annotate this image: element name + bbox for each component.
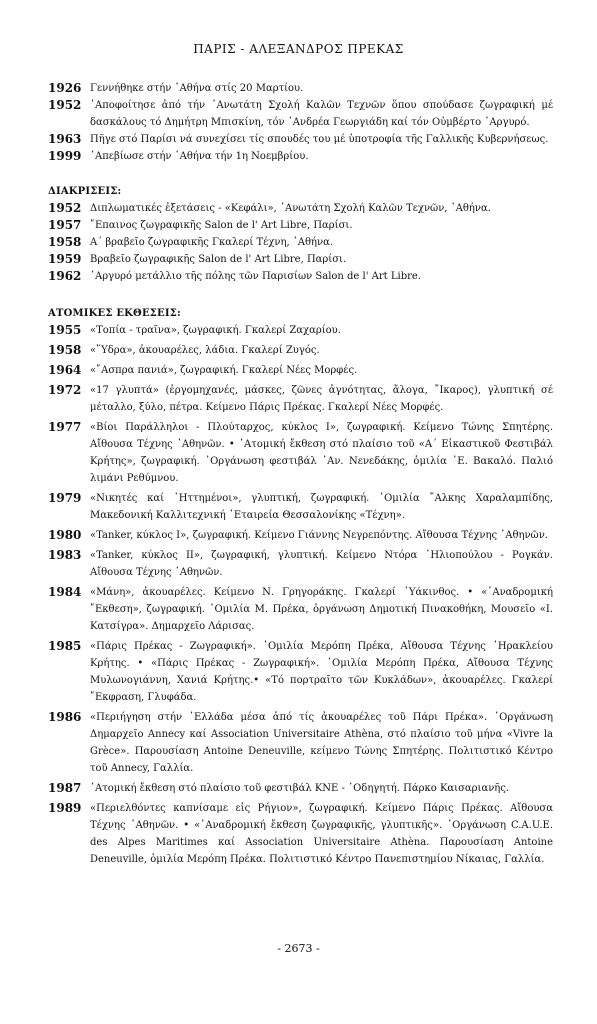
biography-section [48,80,553,165]
entry-text: «Μάνη», ἀκουαρέλες. Κείμενο Ν. Γρηγοράκης. Γκαλερί ῾Υάκινθος. • «᾿Αναδρομική ῎Εκθεση», ζωγραφική. ῾Ομιλία Μ. Πρέκα, ὀργάνωση Δημοτική Πινακοθήκη, Μουσεῖο «Ι. Κατσίγρα». Δημαρχεῖο Λάρισας. [90,587,553,632]
entry-text: «῞Υδρα», ἀκουαρέλες, λάδια. Γκαλερί Ζυγός. [90,345,320,356]
list-item [48,251,553,268]
entry-text: ᾿Αργυρό μετάλλιο τῆς πόλης τῶν Παρισίων Salon de l' Art Libre. [90,271,421,282]
entry-text: ᾿Ατομική ἔκθεση στό πλαίσιο τοῦ φεστιβάλ ΚΝΕ - ᾿Οδηγητή. Πάρκο Καισαριανῆς. [90,783,510,794]
entry-year: 1983 [48,548,82,562]
list-item [48,80,553,97]
entry-year: 1986 [48,710,82,724]
entry-year: 1962 [48,269,82,283]
biography-list [48,80,553,165]
entry-text: Α΄ βραβεῖο ζωγραφικῆς Γκαλερί Τέχνη, ᾿Αθήνα. [90,237,334,248]
list-item [48,547,553,581]
entry-year: 1999 [48,149,82,163]
list-item [48,800,553,868]
entry-year: 1957 [48,218,82,232]
awards-heading: ΔΙΑΚΡΙΣΕΙΣ: [48,186,122,197]
awards-section [48,186,553,285]
entry-year: 1952 [48,201,82,215]
list-item [48,709,553,777]
entry-year: 1959 [48,252,82,266]
list-item [48,638,553,706]
entry-text: «Πάρις Πρέκας - Ζωγραφική». ῾Ομιλία Μερόπη Πρέκα, Αἴθουσα Τέχνης ῾Ηρακλείου Κρήτης. • «Πάρις Πρέκας - Ζωγραφική». ῾Ομιλία Μερόπη Πρέκα, Αἴθουσα Τέχνης Μυλωνογιάννη, Χανιά Κρήτης.• «Τό πορτραῖτο τῶν Κυκλάδων», ἀκουαρέλες. Γκαλερί ῎Εκφραση, Γλυφάδα. [90,641,553,703]
entry-text: ᾿Αποφοίτησε ἀπό τήν ᾿Ανωτάτη Σχολή Καλῶν Τεχνῶν ὅπου σπούδασε ζωγραφική μέ δασκάλους τό Δημήτρη Μπισκίνη, τόν ᾿Ανδρέα Γεωργιάδη καί τόν Οὐμβέρτο ᾿Αργυρό. [90,100,553,128]
entry-text: «Τοπία - τραῖνα», ζωγραφική. Γκαλερί Ζαχαρίου. [90,325,341,336]
entry-text: «Περιήγηση στήν ῾Ελλάδα μέσα ἀπό τίς ἀκουαρέλες τοῦ Πάρι Πρέκα». ᾿Οργάνωση Δημαρχεῖο Annecy καί Association Universitaire Athèna, στό πλαίσιο τοῦ μήνα «Vivre la Grèce». Παρουσίαση Antoine Deneuville, κείμενο Τώνης Σπητέρης. Πολιτιστικό Κέντρο τοῦ Annecy, Γαλλία. [90,712,553,774]
running-header: ΠΑΡΙΣ - ΑΛΕΞΑΝΔΡΟΣ ΠΡΕΚΑΣ [193,42,404,56]
list-item [48,342,553,359]
entry-text: «Tanker, κύκλος ΙΙ», ζωγραφική, γλυπτική. Κείμενο Ντόρα ῾Ηλιοπούλου - Ρογκάν. Αἴθουσα Τέχνης ᾿Αθηνῶν. [90,550,553,578]
list-item [48,234,553,251]
entry-text: Διπλωματικές ἐξετάσεις - «Κεφάλι», ᾿Ανωτάτη Σχολή Καλῶν Τεχνῶν, ᾿Αθήνα. [90,203,491,214]
entry-text: «῎Ασπρα πανιά», ζωγραφική. Γκαλερί Νέες Μορφές. [90,365,358,376]
list-item [48,200,553,217]
list-item [48,217,553,234]
entry-year: 1984 [48,585,82,599]
list-item [48,419,553,487]
entry-year: 1980 [48,528,82,542]
entry-text: «Βίοι Παράλληλοι - Πλούταρχος, κύκλος Ι», ζωγραφική. Κείμενο Τώνης Σπητέρης. Αἴθουσα Τέχνης ᾿Αθηνῶν. • ᾿Ατομική ἔκθεση στό πλαίσιο τοῦ «Α΄ Εἰκαστικοῦ Φεστιβάλ Κρήτης», ζωγραφική. ᾿Οργάνωση φεστιβάλ ᾿Αν. Νενεδάκης, ὁμιλία ᾿Ε. Βακαλό. Παλιό λιμάνι Ρεθύμνου. [90,422,553,484]
page-number: - 2673 - [277,942,320,955]
list-item [48,527,553,544]
entry-year: 1972 [48,383,82,397]
entry-year: 1952 [48,98,82,112]
entry-year: 1955 [48,323,82,337]
entry-text: ᾿Απεβίωσε στήν ᾿Αθήνα τήν 1η Νοεμβρίου. [90,151,309,162]
solo-exhibitions-heading: ΑΤΟΜΙΚΕΣ ΕΚΘΕΣΕΙΣ: [48,308,181,319]
entry-year: 1964 [48,363,82,377]
entry-year: 1985 [48,639,82,653]
list-item [48,382,553,416]
entry-year: 1989 [48,801,82,815]
solo-exhibitions-list [48,322,553,868]
entry-text: ῎Επαινος ζωγραφικῆς Salon de l' Art Libre, Παρίσι. [90,220,353,231]
entry-text: Γεννήθηκε στήν ᾿Αθήνα στίς 20 Μαρτίου. [90,83,304,94]
list-item [48,148,553,165]
entry-text: «Tanker, κύκλος Ι», ζωγραφική. Κείμενο Γιάννης Νεγρεπόντης. Αἴθουσα Τέχνης ᾿Αθηνῶν. [90,530,548,541]
list-item [48,490,553,524]
entry-text: Πῆγε στό Παρίσι νά συνεχίσει τίς σπουδές του μέ ὑποτροφία τῆς Γαλλικῆς Κυβερνήσεως. [90,134,549,145]
entry-text: Βραβεῖο ζωγραφικῆς Salon de l' Art Libre, Παρίσι. [90,254,347,265]
list-item [48,584,553,635]
list-item [48,131,553,148]
list-item [48,362,553,379]
list-item [48,322,553,339]
entry-year: 1977 [48,420,82,434]
entry-year: 1987 [48,781,82,795]
entry-year: 1926 [48,81,82,95]
entry-year: 1958 [48,235,82,249]
awards-list [48,200,553,285]
entry-year: 1958 [48,343,82,357]
entry-text: «Περιελθόντες καπνίσαμε εἰς Ρήγιον», ζωγραφική. Κείμενο Πάρις Πρέκας. Αἴθουσα Τέχνης ᾿Αθηνῶν. • «᾿Αναδρομική ἔκθεση ζωγραφικῆς, γλυπτικῆς». ᾿Οργάνωση C.A.U.E. des Alpes Maritimes καί Association Universitaire Athèna. Παρουσίαση Antoine Deneuville, ὁμιλία Μερόπη Πρέκα. Πολιτιστικό Κέντρο Πανεπιστημίου Νίκαιας, Γαλλία. [90,803,553,865]
entry-year: 1979 [48,491,82,505]
entry-text: «Νικητές καί ῾Ηττημένοι», γλυπτική, ζωγραφική. ῾Ομιλία ῎Αλκης Χαραλαμπίδης, Μακεδονική Καλλιτεχνική ῾Εταιρεία Θεσσαλονίκης «Τέχνη». [90,493,553,521]
entry-year: 1963 [48,132,82,146]
entry-text: «17 γλυπτά» (ἐργομηχανές, μάσκες, ζῶνες ἀγνότητας, ἄλογα, ῎Ικαρος), γλυπτική σέ μέταλλο, ξύλο, πέτρα. Κείμενο Πάρις Πρέκας. Γκαλερί Νέες Μορφές. [90,385,553,413]
solo-exhibitions-section [48,308,553,871]
list-item [48,97,553,131]
list-item [48,268,553,285]
list-item [48,780,553,797]
